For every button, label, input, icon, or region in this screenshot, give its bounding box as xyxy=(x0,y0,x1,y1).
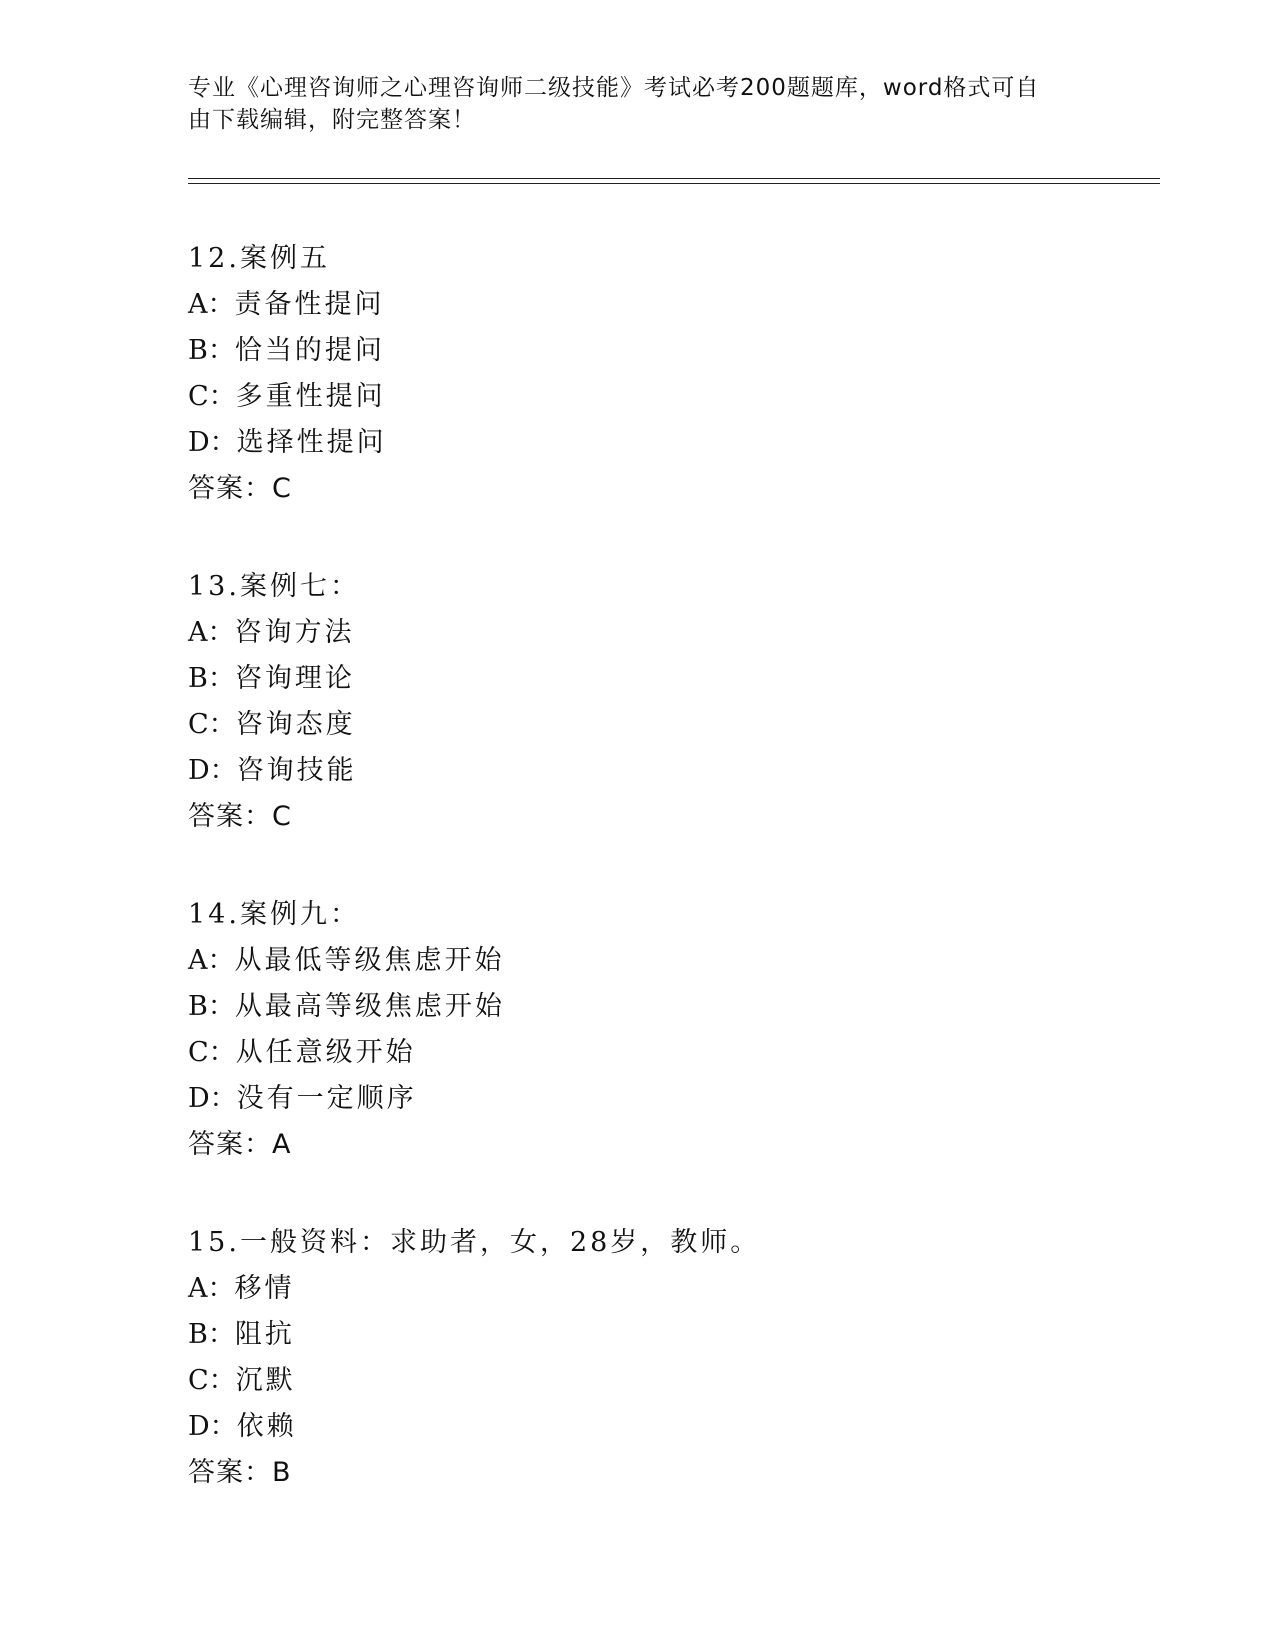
option-key: D： xyxy=(188,1083,237,1114)
option-text: 咨询方法 xyxy=(234,617,355,648)
option-text: 没有一定顺序 xyxy=(236,1083,417,1114)
option-b xyxy=(188,984,1148,1030)
option-key: B： xyxy=(188,335,235,366)
option-key: B： xyxy=(188,1319,235,1350)
header-line-2: 由下载编辑，附完整答案！ xyxy=(188,107,476,133)
option-text: 移情 xyxy=(234,1273,295,1304)
option-b xyxy=(188,656,1148,702)
option-key: C： xyxy=(188,1037,236,1068)
option-text: 从任意级开始 xyxy=(235,1037,416,1068)
option-text: 咨询理论 xyxy=(234,663,355,694)
option-c xyxy=(188,1030,1148,1076)
option-key: D： xyxy=(188,427,237,458)
header-line-1: 专业《心理咨询师之心理咨询师二级技能》考试必考200题题库，word格式可自 xyxy=(188,75,1040,101)
option-key: C： xyxy=(188,1365,236,1396)
option-text: 恰当的提问 xyxy=(234,335,385,366)
question-stem: 12.案例五 xyxy=(188,243,330,274)
option-key: A： xyxy=(188,1273,235,1304)
answer-line: 答案：C xyxy=(188,473,292,504)
option-text: 从最低等级焦虑开始 xyxy=(234,945,505,976)
question-stem: 15.一般资料：求助者，女，28岁，教师。 xyxy=(188,1227,761,1258)
option-text: 咨询技能 xyxy=(236,755,357,786)
question-item xyxy=(188,564,1148,840)
option-a xyxy=(188,938,1148,984)
option-key: B： xyxy=(188,663,235,694)
option-a xyxy=(188,1266,1148,1312)
option-key: A： xyxy=(188,617,235,648)
option-b xyxy=(188,1312,1148,1358)
option-d xyxy=(188,420,1148,466)
answer-line: 答案：B xyxy=(188,1457,292,1488)
option-a xyxy=(188,282,1148,328)
answer-line: 答案：C xyxy=(188,801,292,832)
answer-line: 答案：A xyxy=(188,1129,292,1160)
option-key: A： xyxy=(188,289,235,320)
option-text: 阻抗 xyxy=(234,1319,295,1350)
question-item xyxy=(188,892,1148,1168)
option-d xyxy=(188,1404,1148,1450)
question-stem: 13.案例七： xyxy=(188,571,360,602)
option-text: 责备性提问 xyxy=(234,289,385,320)
option-text: 咨询态度 xyxy=(235,709,356,740)
question-stem: 14.案例九： xyxy=(188,899,360,930)
option-text: 多重性提问 xyxy=(235,381,386,412)
option-text: 依赖 xyxy=(236,1411,297,1442)
question-item xyxy=(188,1220,1148,1496)
option-text: 沉默 xyxy=(235,1365,296,1396)
question-list xyxy=(188,236,1148,1496)
option-key: C： xyxy=(188,381,236,412)
option-text: 选择性提问 xyxy=(236,427,387,458)
option-d xyxy=(188,1076,1148,1122)
option-key: B： xyxy=(188,991,235,1022)
option-c xyxy=(188,1358,1148,1404)
option-c xyxy=(188,374,1148,420)
option-key: D： xyxy=(188,1411,237,1442)
option-d xyxy=(188,748,1148,794)
header-divider-top xyxy=(188,178,1160,179)
question-item xyxy=(188,236,1148,512)
option-key: A： xyxy=(188,945,235,976)
option-key: D： xyxy=(188,755,237,786)
option-c xyxy=(188,702,1148,748)
document-header xyxy=(188,72,1068,136)
option-a xyxy=(188,610,1148,656)
header-divider-bottom xyxy=(188,183,1160,184)
option-key: C： xyxy=(188,709,236,740)
option-text: 从最高等级焦虑开始 xyxy=(234,991,505,1022)
option-b xyxy=(188,328,1148,374)
